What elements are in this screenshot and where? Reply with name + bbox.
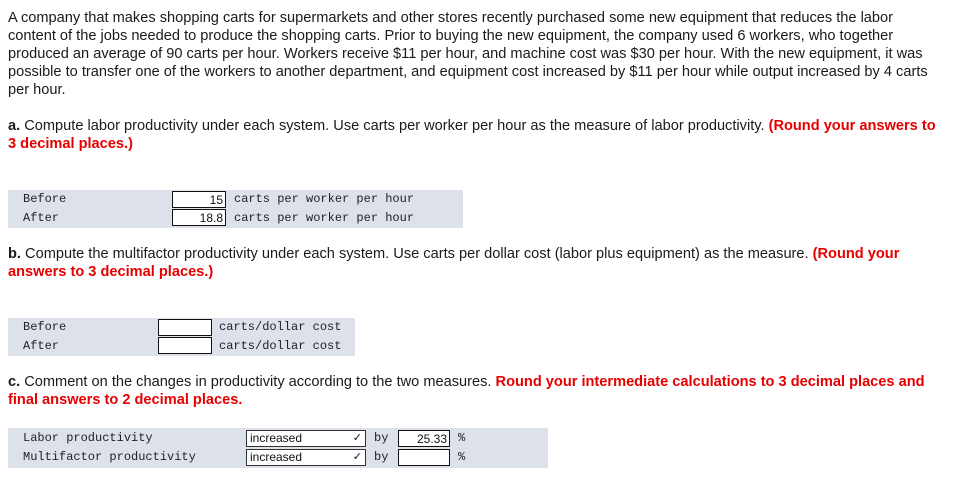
multifactor-productivity-after-input[interactable] bbox=[158, 337, 212, 354]
multifactor-productivity-before-input[interactable] bbox=[158, 319, 212, 336]
row-label: Before bbox=[23, 192, 67, 206]
row-label: After bbox=[23, 211, 60, 225]
part-b-text: Compute the multifactor productivity under each system. Use carts per dollar cost (labor plus equipment) as the measure. bbox=[20, 246, 813, 262]
by-label: by bbox=[374, 450, 389, 464]
part-a-answer-table bbox=[8, 190, 463, 228]
part-a-text: Compute labor productivity under each system. Use carts per worker per hour as the measure of labor productivity. bbox=[20, 118, 769, 134]
problem-statement: A company that makes shopping carts for supermarkets and other stores recently purchased some new equipment that reduces the labor content of the jobs needed to produce the shopping carts. Prior to buying the new equipment, the company used 6 workers, who together produced an average of 90 carts per hour. Workers receive $11 per hour, and machine cost was $30 per hour. With the new equipment, it was possible to transfer one of the workers to another department, and equipment cost increased by $11 per hour while output increased by 4 carts per hour. bbox=[8, 10, 928, 98]
part-a-rounding-note: (Round your answers to 3 decimal places.) bbox=[8, 118, 936, 152]
row-label: Before bbox=[23, 320, 67, 334]
part-c-row-multifactor bbox=[8, 448, 548, 467]
percent-label: % bbox=[458, 450, 466, 464]
part-b-row-before bbox=[8, 318, 355, 337]
part-c-text: Comment on the changes in productivity according to the two measures. bbox=[20, 374, 496, 390]
row-label: Labor productivity bbox=[23, 431, 153, 445]
unit-label: carts per worker per hour bbox=[234, 192, 415, 206]
part-c-letter: c. bbox=[8, 374, 21, 390]
labor-productivity-percent-input[interactable]: 25.33 bbox=[398, 430, 450, 447]
part-c-row-labor bbox=[8, 429, 548, 448]
select-value: increased bbox=[250, 431, 303, 445]
part-b-answer-table bbox=[8, 318, 355, 356]
part-a-question bbox=[8, 117, 943, 153]
labor-productivity-change-select[interactable] bbox=[246, 430, 366, 447]
part-a-row-before bbox=[8, 190, 463, 209]
chevron-down-icon: ✓ bbox=[352, 451, 362, 463]
part-b-letter: b. bbox=[8, 246, 21, 262]
select-value: increased bbox=[250, 450, 303, 464]
labor-productivity-before-input[interactable]: 15 bbox=[172, 191, 226, 208]
part-c-rounding-note: Round your intermediate calculations to 3 decimal places and final answers to 2 decimal places. bbox=[8, 374, 925, 408]
part-b-rounding-note: (Round your answers to 3 decimal places.) bbox=[8, 246, 900, 280]
part-a-letter: a. bbox=[8, 118, 21, 134]
row-label: Multifactor productivity bbox=[23, 450, 196, 464]
multifactor-productivity-change-select[interactable] bbox=[246, 449, 366, 466]
multifactor-productivity-percent-input[interactable] bbox=[398, 449, 450, 466]
labor-productivity-after-input[interactable]: 18.8 bbox=[172, 209, 226, 226]
part-a-row-after bbox=[8, 209, 463, 228]
part-c-answer-table bbox=[8, 428, 548, 468]
percent-label: % bbox=[458, 431, 466, 445]
part-b-question bbox=[8, 245, 943, 281]
unit-label: carts per worker per hour bbox=[234, 211, 415, 225]
unit-label: carts/dollar cost bbox=[219, 320, 342, 334]
part-b-row-after bbox=[8, 337, 355, 356]
by-label: by bbox=[374, 431, 389, 445]
part-c-question bbox=[8, 373, 943, 409]
chevron-down-icon: ✓ bbox=[352, 432, 362, 444]
row-label: After bbox=[23, 339, 60, 353]
unit-label: carts/dollar cost bbox=[219, 339, 342, 353]
